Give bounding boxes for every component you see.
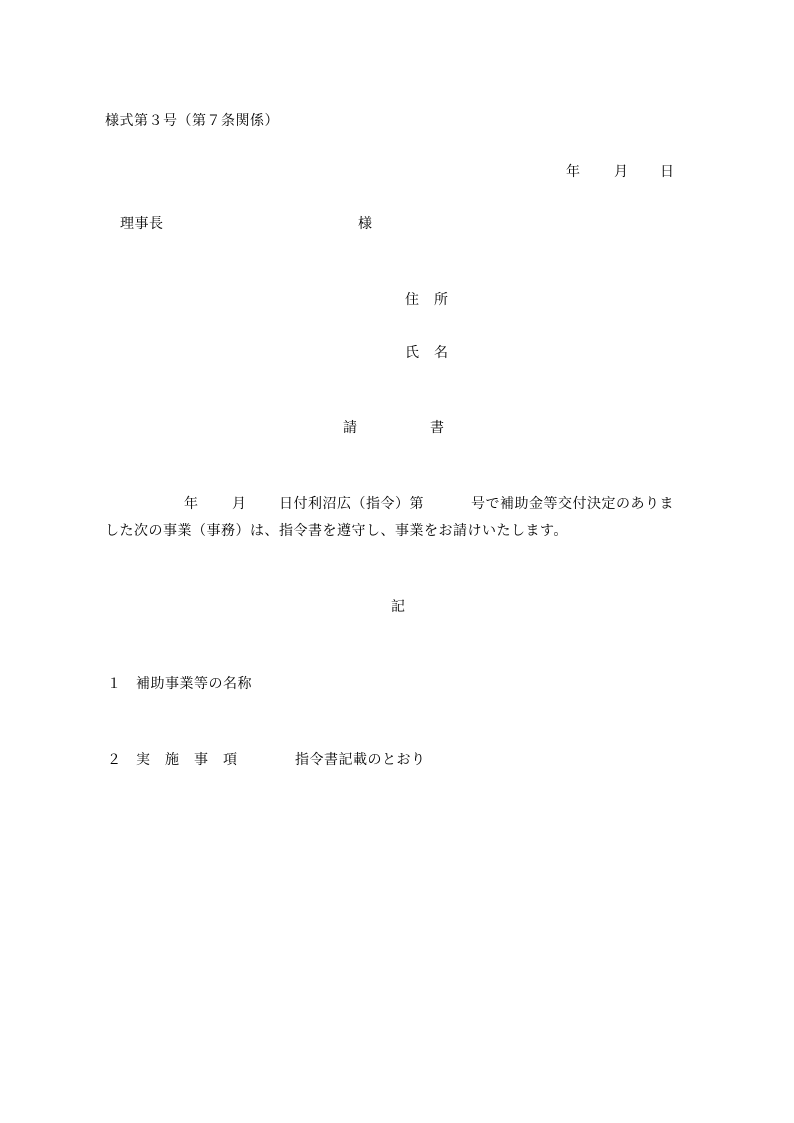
record-heading: 記 — [391, 599, 406, 615]
item-1-number: １ — [107, 676, 122, 692]
body-line1-text-b: 号で補助金等交付決定のありま — [471, 496, 674, 512]
form-label: 様式第３号（第７条関係） — [105, 113, 279, 129]
addressee-title: 理事長 — [120, 216, 164, 232]
document-title: 請 書 — [343, 420, 445, 436]
date-month-label: 月 — [614, 164, 629, 180]
date-year-label: 年 — [566, 164, 581, 180]
body-line1-text-a: 日付利沼広（指令）第 — [279, 496, 424, 512]
name-label: 氏 名 — [405, 345, 449, 361]
item-2-value: 指令書記載のとおり — [295, 752, 426, 768]
addressee-honorific: 様 — [358, 216, 373, 232]
item-2-number: ２ — [107, 752, 122, 768]
item-1-label: 補助事業等の名称 — [136, 676, 252, 692]
body-line1-year: 年 — [184, 496, 199, 512]
body-line1-month: 月 — [232, 496, 247, 512]
address-label: 住 所 — [405, 292, 449, 308]
date-day-label: 日 — [660, 164, 675, 180]
item-2-label: 実 施 事 項 — [136, 752, 238, 768]
body-line2: した次の事業（事務）は、指令書を遵守し、事業をお請けいたします。 — [105, 523, 568, 539]
